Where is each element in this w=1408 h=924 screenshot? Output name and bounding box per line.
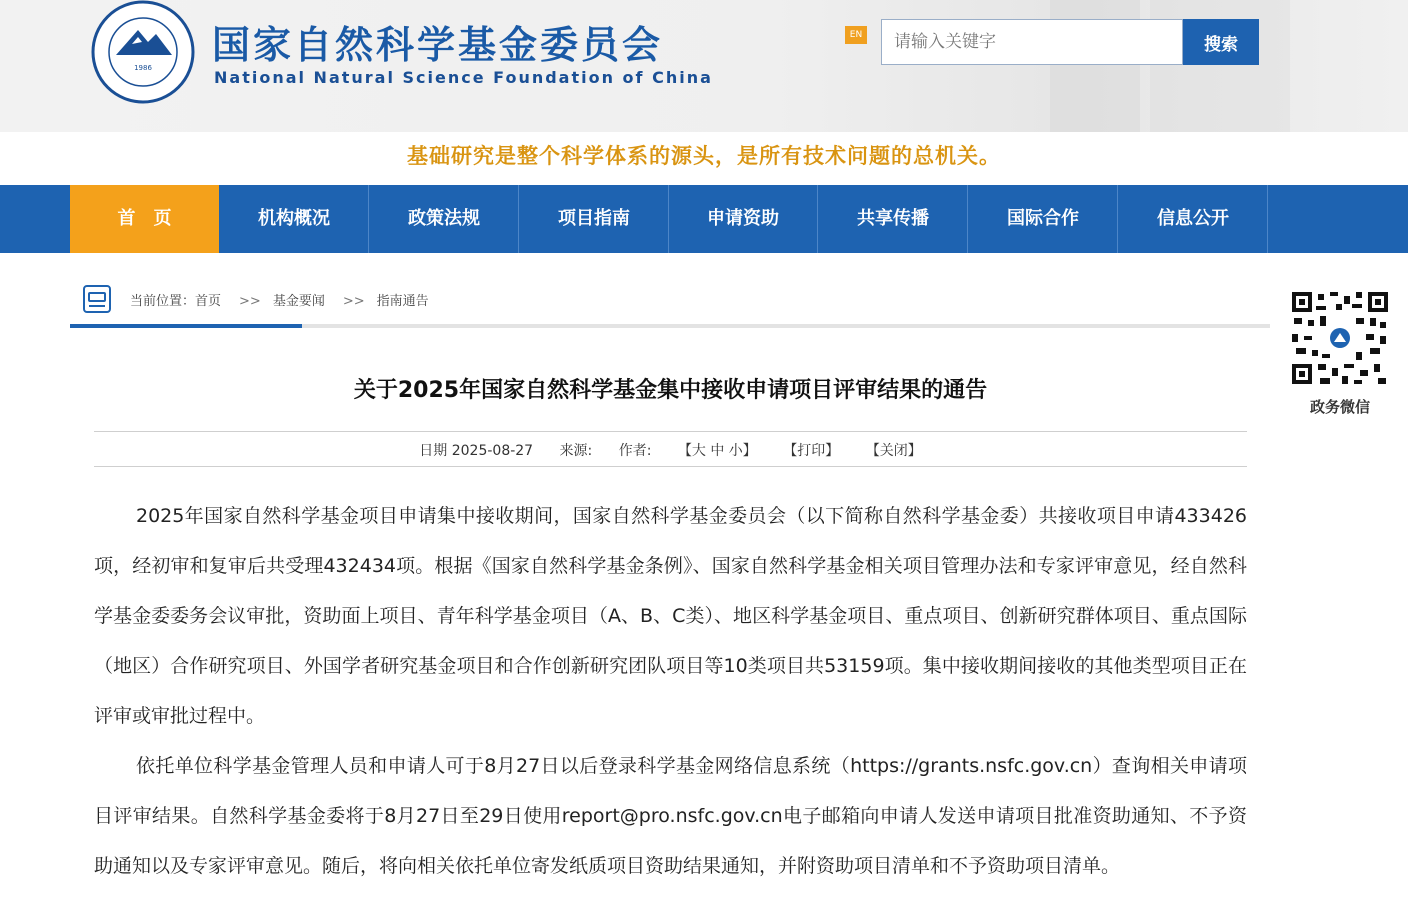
nav-item-disclosure[interactable]: 信息公开 [1119,185,1268,253]
breadcrumb-home[interactable]: 当前位置：首页 [130,294,222,309]
search-button[interactable]: 搜索 [1183,19,1259,65]
nav-item-apply[interactable]: 申请资助 [669,185,818,253]
english-version-link[interactable]: EN [845,26,867,44]
breadcrumb-item-news[interactable]: 基金要闻 [272,294,325,309]
nsfc-logo[interactable] [88,0,198,104]
qr-label: 政务微信 [1309,398,1370,416]
nav-item-guide[interactable]: 项目指南 [520,185,669,253]
location-icon [82,283,112,315]
site-title-en: National Natural Science Foundation of China [214,68,713,87]
site-title-cn: 国家自然科学基金委员会 [212,23,664,67]
main-nav [0,185,1408,253]
wechat-qr-code [1290,290,1390,386]
logo-year: 1986 [134,64,152,72]
breadcrumb [130,290,435,309]
article-title: 关于2025年国家自然科学基金集中接收申请项目评审结果的通告 [353,378,988,403]
article-date: 日期 2025-08-27 [419,443,534,459]
close-link[interactable]: 【关闭】 [865,443,922,459]
article-paragraph: 依托单位科学基金管理人员和申请人可于8月27日以后登录科学基金网络信息系统（https://grants.nsfc.gov.cn）查询相关申请项目评审结果。自然科学基金委将于8月27日至29日使用report@pro.nsfc.gov.cn电子邮箱向申请人发送申请项目批准资助通知、不予资助通知以及专家评审意见。随后，将向相关依托单位寄发纸质项目资助结果通知，并附资助项目清单和不予资助项目清单。 [94,755,1247,877]
meta-divider-bottom [94,466,1247,467]
breadcrumb-separator: >> [342,294,365,309]
nav-item-international[interactable]: 国际合作 [969,185,1118,253]
slogan: 基础研究是整个科学体系的源头，是所有技术问题的总机关。 [407,144,1001,168]
article-author: 作者: [618,443,652,459]
article-paragraph: 2025年国家自然科学基金项目申请集中接收期间，国家自然科学基金委员会（以下简称自然科学基金委）共接收项目申请433426项，经初审和复审后共受理432434项。根据《国家自然科学基金条例》、国家自然科学基金相关项目管理办法和专家评审意见，经自然科学基金委委务会议审批，资助面上项目、青年科学基金项目（A、B、C类）、地区科学基金项目、重点项目、创新研究群体项目、重点国际（地区）合作研究项目、外国学者研究基金项目和合作创新研究团队项目等10类项目共53159项。集中接收期间接收的其他类型项目正在评审或审批过程中。 [94,505,1247,727]
breadcrumb-item-notice[interactable]: 指南通告 [376,294,429,309]
search-input[interactable] [881,19,1183,65]
site-header [0,0,1408,132]
breadcrumb-separator: >> [239,294,261,309]
print-link[interactable]: 【打印】 [783,443,840,459]
meta-divider-top [94,431,1247,432]
nav-item-share[interactable]: 共享传播 [819,185,968,253]
nav-item-about[interactable]: 机构概况 [220,185,369,253]
article-body [94,491,1247,891]
article-meta [94,440,1247,460]
nav-item-home[interactable]: 首 页 [70,185,219,253]
font-size-control[interactable]: 【大 中 小】 [677,443,757,459]
nav-item-policy[interactable]: 政策法规 [370,185,519,253]
breadcrumb-divider-accent [70,324,302,328]
article-source: 来源: [559,443,593,459]
